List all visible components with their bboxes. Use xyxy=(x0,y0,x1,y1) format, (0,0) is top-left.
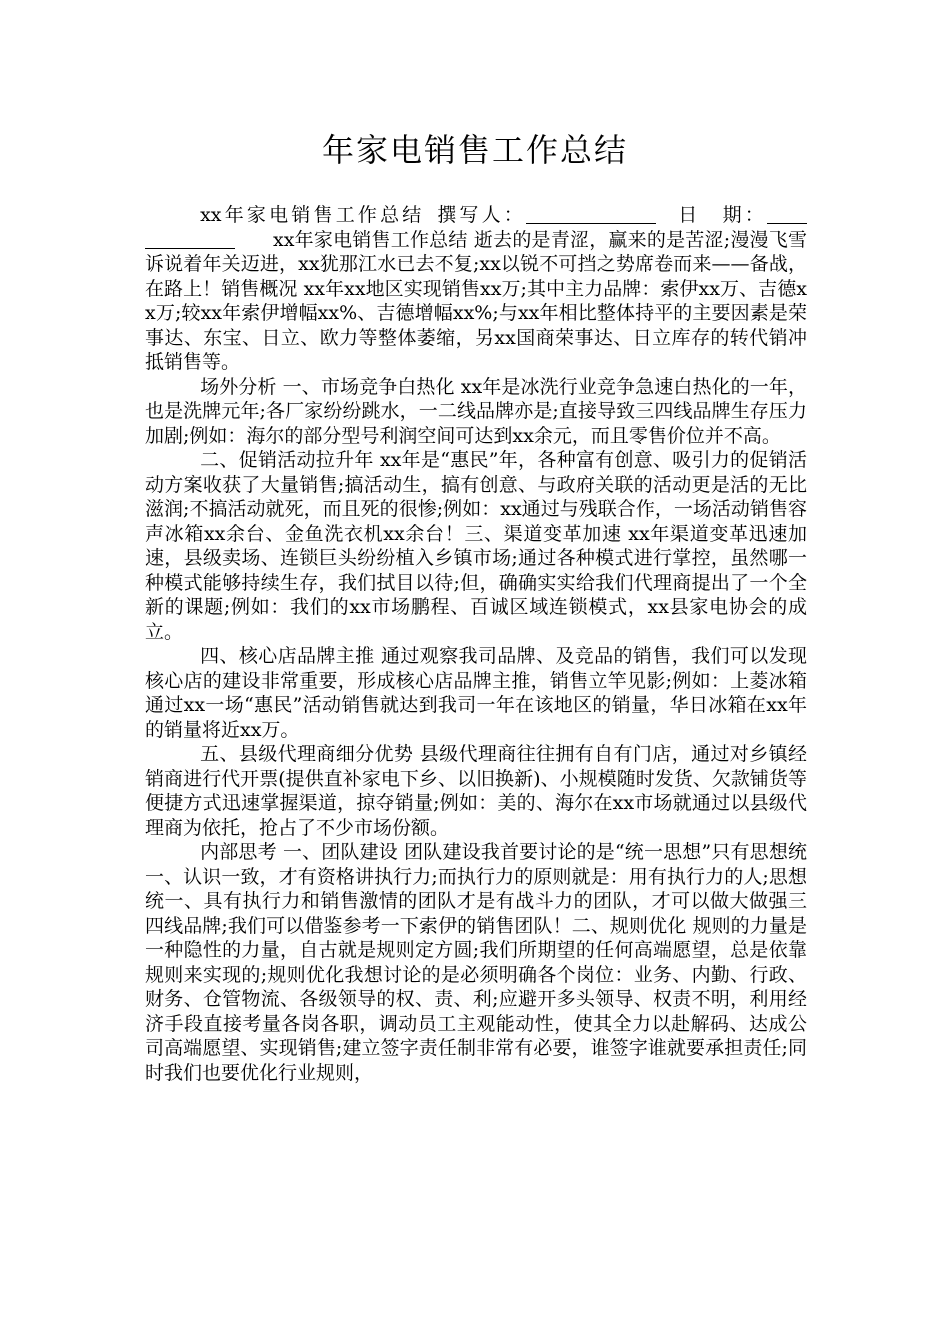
document-title: 年家电销售工作总结 xyxy=(321,131,628,169)
author-blank xyxy=(526,204,656,224)
paragraph-core-store: 四、核心店品牌主推 通过观察我司品牌、及竞品的销售，我们可以发现核心店的建设非常重要，形成核心店品牌主推，销售立竿见影;例如：上菱冰箱通过xx一场“惠民”活动销售就达到我司一年在该地区的销量，华日冰箱在xx年的销量将近xx万。 xyxy=(145,645,807,741)
document-body xyxy=(145,203,807,1085)
header-doc-title: xx年家电销售工作总结 xyxy=(200,204,425,226)
date-label: 日 期： xyxy=(675,204,767,226)
lead-text: xx年家电销售工作总结 逝去的是青涩，赢来的是苦涩;漫漫飞雪诉说着年关迈进，xx犹那江水已去不复;xx以锐不可挡之势席卷而来——备战，在路上！销售概况 xx年xx地区实现销售xx万;其中主力品牌：索伊xx万、吉德xx万;较xx年索伊增幅xx%、吉德增幅xx%;与xx年相比整体持平的主要因素是荣事达、东宝、日立、欧力等整体萎缩，另xx国商荣事达、日立库存的转代销冲抵销售等。 xyxy=(145,228,807,373)
paragraph-county-agent: 五、县级代理商细分优势 县级代理商往往拥有自有门店，通过对乡镇经销商进行代开票(提供直补家电下乡、以旧换新)、小规模随时发货、欠款铺货等便捷方式迅速掌握渠道，掠夺销量;例如：美的、海尔在xx市场就通过以县级代理商为依托，抢占了不少市场份额。 xyxy=(145,743,807,839)
date-blank-continued xyxy=(145,229,235,249)
paragraph-promotion: 二、促销活动拉升年 xx年是“惠民”年，各种富有创意、吸引力的促销活动方案收获了大量销售;搞活动生，搞有创意、与政府关联的活动更是活的无比滋润;不搞活动就死，而且死的很惨;例如：xx通过与残联合作，一场活动销售容声冰箱xx余台、金鱼洗衣机xx余台！三、渠道变革加速 xx年渠道变革迅速加速，县级卖场、连锁巨头纷纷植入乡镇市场;通过各种模式进行掌控，虽然哪一种模式能够持续生存，我们拭目以待;但，确确实实给我们代理商提出了一个全新的课题;例如：我们的xx市场鹏程、百诚区域连锁模式，xx县家电协会的成立。 xyxy=(145,449,807,643)
header-paragraph xyxy=(145,203,807,375)
paragraph-market-analysis: 场外分析 一、市场竞争白热化 xx年是冰洗行业竞争急速白热化的一年，也是洗牌元年;各厂家纷纷跳水，一二线品牌亦是;直接导致三四线品牌生存压力加剧;例如：海尔的部分型号利润空间可达到xx余元，而且零售价位并不高。 xyxy=(145,375,807,447)
author-label: 撰写人： xyxy=(434,204,526,226)
paragraph-internal-thinking: 内部思考 一、团队建设 团队建设我首要讨论的是“统一思想”只有思想统一、认识一致，才有资格讲执行力;而执行力的原则就是：用有执行力的人;思想统一、具有执行力和销售激情的团队才是有战斗力的团队，才可以做大做强三四线品牌;我们可以借鉴参考一下索伊的销售团队！二、规则优化 规则的力量是一种隐性的力量，自古就是规则定方圆;我们所期望的任何高端愿望，总是依靠规则来实现的;规则优化我想讨论的是必须明确各个岗位：业务、内勤、行政、财务、仓管物流、各级领导的权、责、利;应避开多头领导、权责不明，利用经济手段直接考量各岗各职，调动员工主观能动性，使其全力以赴解码、达成公司高端愿望、实现销售;建立签字责任制非常有必要，谁签字谁就要承担责任;同时我们也要优化行业规则， xyxy=(145,841,807,1084)
date-blank xyxy=(767,204,807,224)
